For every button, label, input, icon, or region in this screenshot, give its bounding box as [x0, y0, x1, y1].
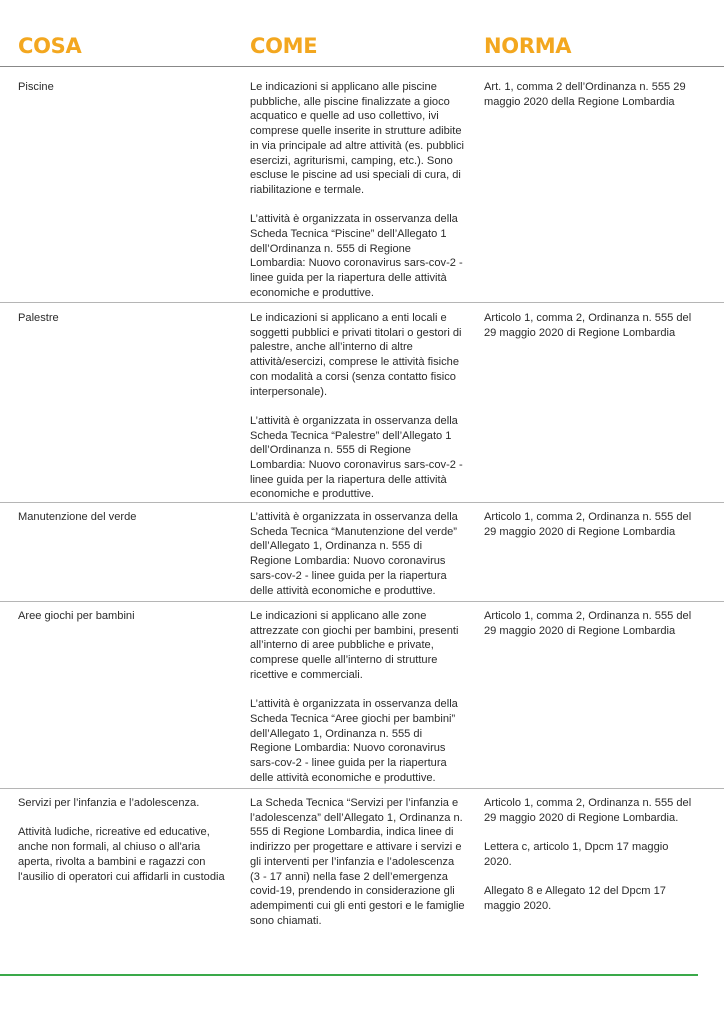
cell-come	[250, 80, 465, 301]
cell-cosa	[18, 796, 233, 884]
cosa-text: Piscine	[18, 81, 54, 93]
come-paragraph: L’attività è organizzata in osservanza della Scheda Tecnica “Manutenzione del verde” dell’Allegato 1, Ordinanza n. 555 di Regione Lombardia: Nuovo coronavirus sars-cov-2 - linee guida per la riapertura delle attività economiche e produttive.	[250, 511, 458, 597]
table-header	[0, 34, 724, 64]
come-paragraph: L’attività è organizzata in osservanza della Scheda Tecnica “Aree giochi per bambini” dell’Allegato 1, Ordinanza n. 555 di Regione Lombardia: Nuovo coronavirus sars-cov-2 - linee guida per la riapertura delle attività economiche e produttive.	[250, 698, 458, 784]
cosa-text: Palestre	[18, 312, 59, 324]
column-header-come: COME	[250, 34, 318, 58]
column-header-norma: NORMA	[484, 34, 572, 58]
cell-norma	[484, 609, 699, 638]
come-paragraph: Le indicazioni si applicano a enti locali e soggetti pubblici e privati titolari o gestori di palestre, anche all’interno di altre attività/esercizi, comprese le attività fisiche con modalità a corsi (senza contatto fisico interpersonale).	[250, 312, 462, 398]
row-divider	[0, 302, 724, 303]
cosa-text: Aree giochi per bambini	[18, 610, 135, 622]
norma-text: Articolo 1, comma 2, Ordinanza n. 555 del 29 maggio 2020 di Regione Lombardia	[484, 610, 692, 637]
cell-norma	[484, 80, 699, 109]
come-paragraph: Le indicazioni si applicano alle piscine pubbliche, alle piscine finalizzate a gioco acquatico e quelle ad uso collettivo, ivi comprese quelle inserite in strutture adibite in via principale ad altre attività (es. pubblici esercizi, agriturismi, camping, etc.). Sono escluse le piscine ad usi speciali di cura, di riabilitazione e termale.	[250, 81, 464, 196]
cell-come	[250, 311, 465, 502]
norma-text: Art. 1, comma 2 dell’Ordinanza n. 555 29 maggio 2020 della Regione Lombardia	[484, 81, 686, 108]
cell-come	[250, 609, 465, 785]
cosa-text: Manutenzione del verde	[18, 511, 137, 523]
cell-norma	[484, 510, 699, 539]
norma-text: Articolo 1, comma 2, Ordinanza n. 555 del 29 maggio 2020 di Regione Lombardia	[484, 312, 692, 339]
row-divider	[0, 788, 724, 789]
footer-divider	[0, 974, 698, 976]
norma-text: Articolo 1, comma 2, Ordinanza n. 555 del 29 maggio 2020 di Regione Lombardia	[484, 511, 692, 538]
cell-come	[250, 796, 465, 928]
come-paragraph: Le indicazioni si applicano alle zone attrezzate con giochi per bambini, presenti all’interno di aree pubbliche e private, comprese quelle all’interno di strutture ricettive e commerciali.	[250, 610, 459, 681]
column-header-cosa: COSA	[18, 34, 82, 58]
cell-cosa	[18, 311, 233, 326]
row-divider	[0, 502, 724, 503]
row-divider	[0, 601, 724, 602]
cosa-text: Servizi per l’infanzia e l’adolescenza.	[18, 797, 200, 809]
norma-text: Lettera c, articolo 1, Dpcm 17 maggio 2020.	[484, 841, 669, 868]
cell-norma	[484, 311, 699, 340]
come-paragraph: L’attività è organizzata in osservanza della Scheda Tecnica “Palestre” dell’Allegato 1 dell’Ordinanza n. 555 di Regione Lombardia: Nuovo coronavirus sars-cov-2 - linee guida per la riapertura delle attività economiche e produttive.	[250, 414, 463, 501]
norma-text: Articolo 1, comma 2, Ordinanza n. 555 del 29 maggio 2020 di Regione Lombardia.	[484, 797, 692, 824]
cosa-text: Attività ludiche, ricreative ed educative, anche non formali, al chiuso o all'aria aperta, rivolta a bambini e ragazzi con l'ausilio di operatori cui affidarli in custodia	[18, 826, 225, 883]
cell-cosa	[18, 510, 233, 525]
cell-norma	[484, 796, 699, 914]
come-paragraph: La Scheda Tecnica “Servizi per l’infanzia e l’adolescenza” dell’Allegato 1, Ordinanza n. 555 di Regione Lombardia, indica linee di indirizzo per progettare e attivare i servizi e gli interventi per l’infanzia e l’adolescenza (3 - 17 anni) nella fase 2 dell’emergenza covid-19, prendendo in considerazione gli adempimenti cui gli enti gestori e le famiglie sono chiamati.	[250, 797, 465, 927]
cell-come	[250, 510, 465, 598]
cell-cosa	[18, 609, 233, 624]
norma-text: Allegato 8 e Allegato 12 del Dpcm 17 maggio 2020.	[484, 885, 666, 912]
come-paragraph: L’attività è organizzata in osservanza della Scheda Tecnica “Piscine” dell’Allegato 1 dell’Ordinanza n. 555 di Regione Lombardia: Nuovo coronavirus sars-cov-2 - linee guida per la riapertura delle attività economiche e produttive.	[250, 213, 463, 299]
cell-cosa	[18, 80, 233, 95]
header-divider	[0, 66, 724, 67]
